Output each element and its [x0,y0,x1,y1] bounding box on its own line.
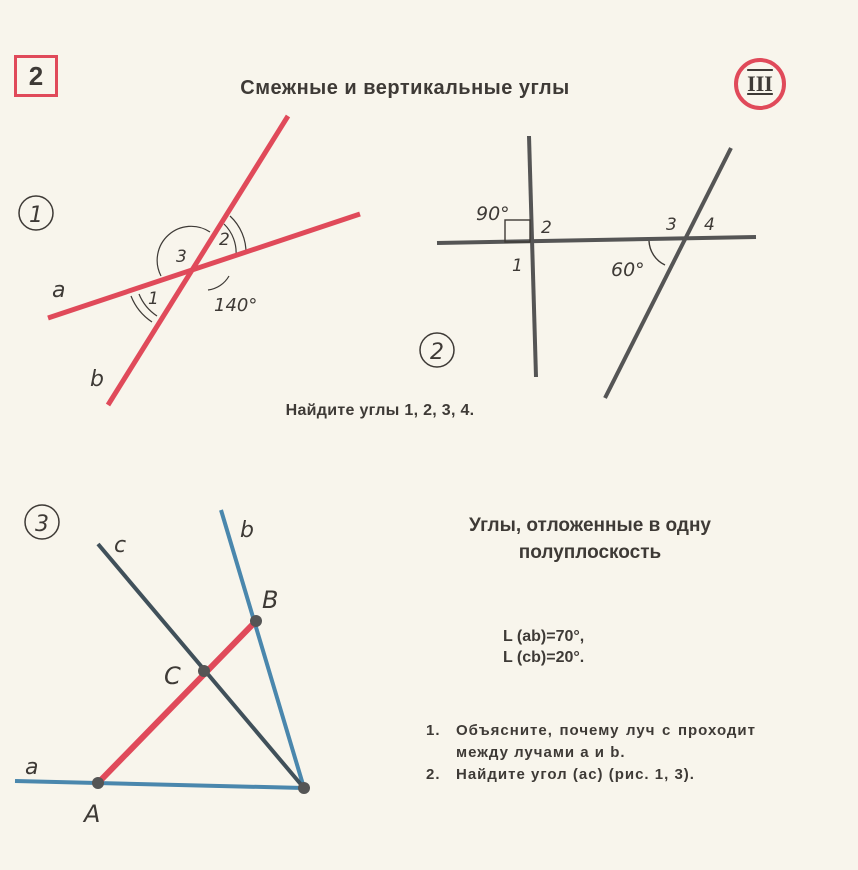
line-horizontal [437,237,756,243]
task-1-text: Найдите углы 1, 2, 3, 4. [285,402,475,419]
line-a [48,214,360,318]
label-ray-c: c [114,533,127,558]
given-angle-cb: L (cb)=20°. [503,649,585,666]
label-angle-2: 2 [541,218,552,238]
line-b [108,116,288,405]
arc-angle-60 [649,241,665,265]
figure-2-number: 2 [430,340,444,365]
section-title [420,512,760,566]
label-angle-4: 4 [704,215,715,235]
label-ray-a: a [25,755,39,780]
given-angle-ab: L (ab)=70°, [503,628,585,645]
given-values [503,626,584,668]
figure-1-number: 1 [29,203,43,228]
point-vertex [298,782,310,794]
line-vertical [529,136,536,377]
ray-a [15,781,304,788]
question-item [426,720,756,764]
question-number: 1. [426,722,441,739]
label-angle-3: 3 [176,247,187,267]
label-angle-2: 2 [219,230,230,250]
section-title-line-2: полуплоскость [518,542,662,563]
series-badge: III [734,58,786,110]
question-text: Найдите угол (ac) (рис. 1, 3). [456,766,695,783]
section-title-line-1: Углы, отложенные в одну [469,515,711,536]
figure-3-number: 3 [35,512,49,537]
label-point-C: C [164,662,181,690]
point-A [92,777,104,789]
page-title: Смежные и вертикальные углы [240,77,570,99]
label-line-a: a [52,278,66,303]
ray-b [221,510,304,788]
label-point-A: A [84,800,101,828]
label-90-degrees: 90° [476,203,510,225]
figure-2 [420,136,756,398]
figure-3 [15,505,310,828]
label-ray-b: b [240,518,254,543]
label-angle-1: 1 [512,256,523,276]
questions-list [426,720,756,786]
question-item [426,764,756,786]
card-number-badge: 2 [14,55,58,97]
point-B [250,615,262,627]
figure-1 [19,116,360,405]
question-text: Объясните, почему луч с проходит между лучами a и b. [456,722,756,761]
label-angle-140: 140° [214,295,258,316]
label-60-degrees: 60° [611,259,645,281]
question-number: 2. [426,766,441,783]
label-point-B: B [262,586,279,614]
point-C [198,665,210,677]
label-angle-3: 3 [666,215,677,235]
label-angle-1: 1 [148,289,159,309]
arc-angle-140 [208,276,229,290]
label-line-b: b [90,367,104,392]
